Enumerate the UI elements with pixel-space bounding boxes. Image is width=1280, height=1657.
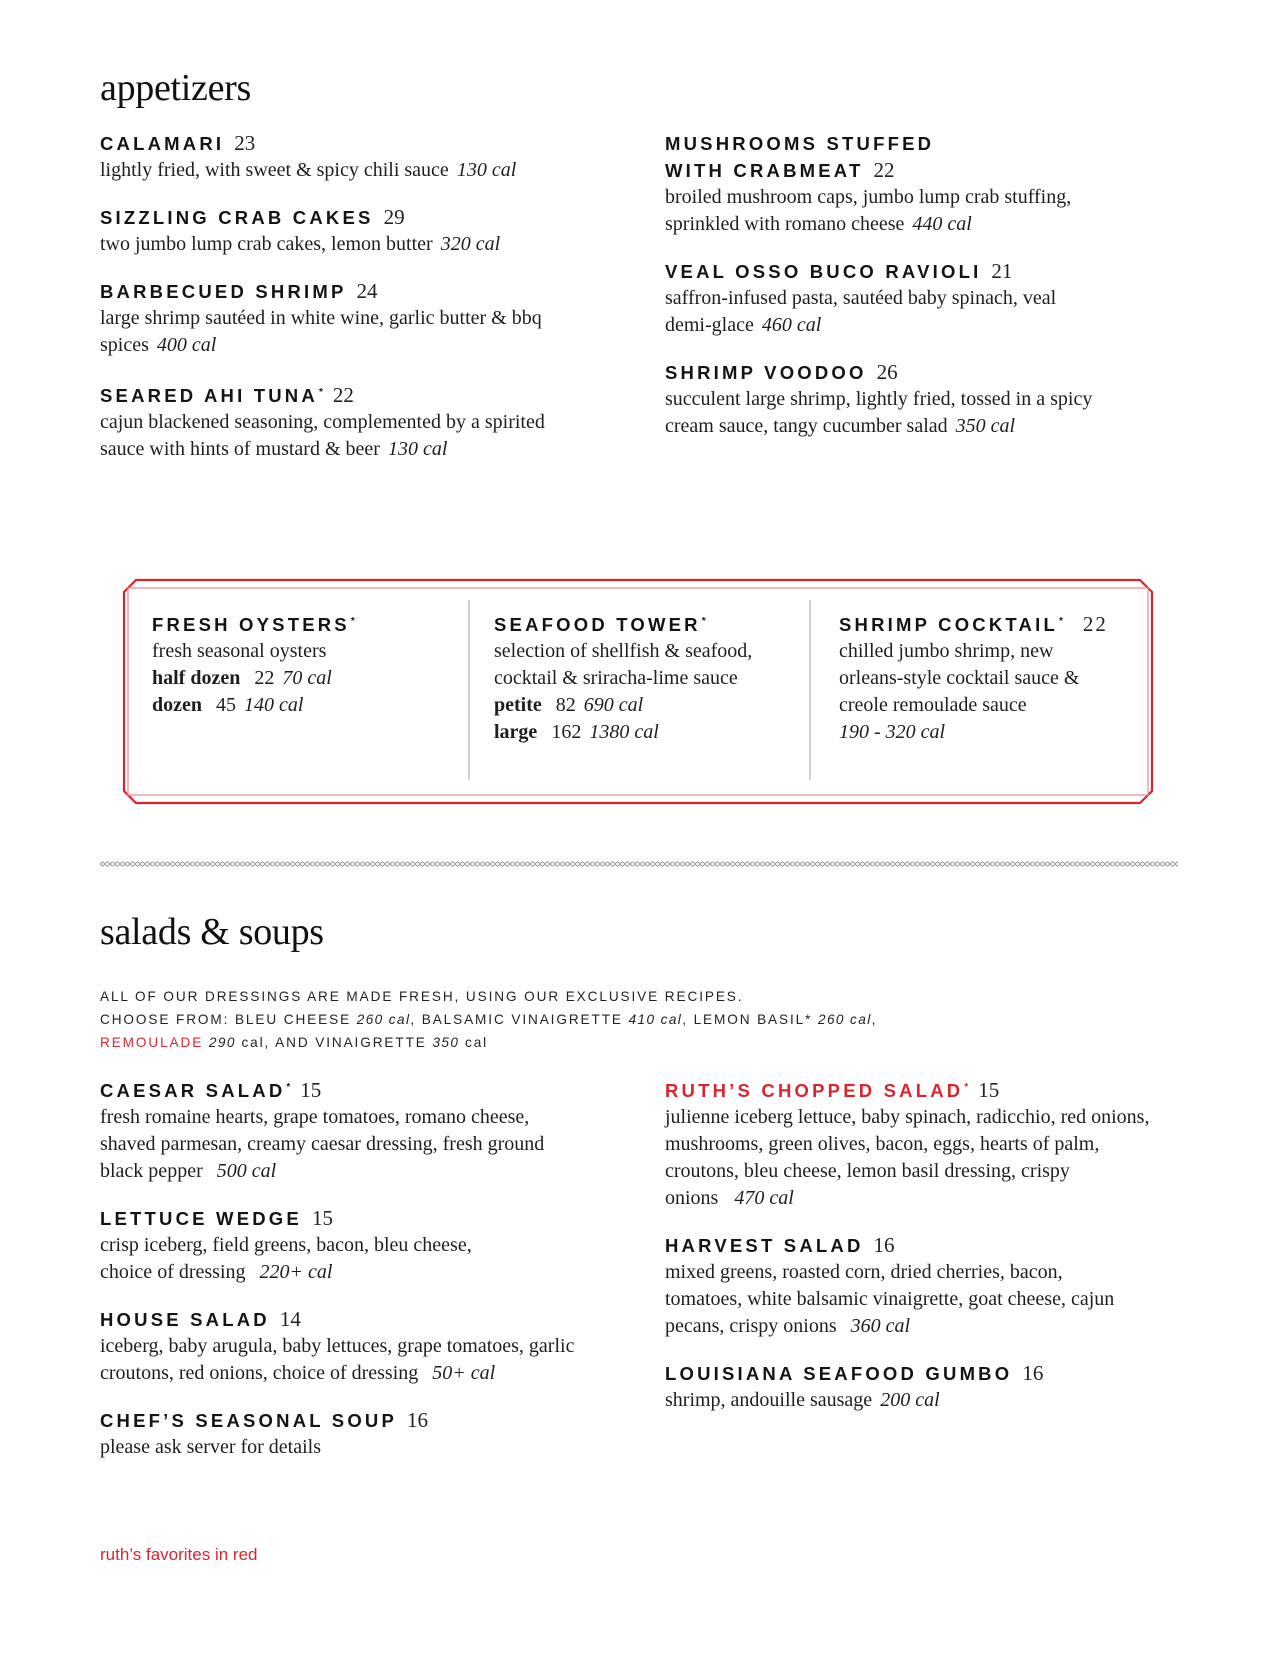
item-description: fresh seasonal oysters (152, 640, 327, 662)
section-title-salads-soups: salads & soups (100, 911, 324, 953)
item-price: 16 (1022, 1361, 1044, 1385)
item-name: SIZZLING CRAB CAKES (100, 207, 374, 228)
item-price: 22 (1082, 612, 1108, 636)
item-name: LOUISIANA SEAFOOD GUMBO (665, 1363, 1013, 1384)
item-name: CHEF’S SEASONAL SOUP (100, 1410, 398, 1431)
item-price: 26 (876, 360, 898, 384)
item-calories: 500 cal (216, 1160, 277, 1182)
item-name: VEAL OSSO BUCO RAVIOLI (665, 261, 982, 282)
size-row: petite 82 690 cal (494, 694, 644, 716)
item-name-favorite: RUTH’S CHOPPED SALAD (665, 1080, 964, 1101)
item-name: SEAFOOD TOWER (494, 614, 701, 635)
item-name: LETTUCE WEDGE (100, 1208, 302, 1229)
column-divider (809, 600, 811, 780)
item-description: shrimp, andouille sausage (665, 1389, 873, 1411)
raw-asterisk: * (286, 1082, 291, 1093)
raw-asterisk: * (318, 387, 323, 398)
item-price: 24 (356, 279, 378, 303)
size-row: dozen 45 140 cal (152, 694, 304, 716)
item-name: CALAMARI (100, 133, 225, 154)
column-divider (468, 600, 470, 780)
item-calories: 200 cal (880, 1389, 940, 1411)
chain-divider (100, 861, 1178, 867)
item-price: 14 (279, 1307, 301, 1331)
dressings-note-line2: CHOOSE FROM: BLEU CHEESE 260 cal, BALSAMIC VINAIGRETTE 410 cal, LEMON BASIL* 260 cal, (100, 1012, 878, 1027)
remoulade-favorite: REMOULADE (100, 1035, 204, 1050)
size-row: large 162 1380 cal (494, 721, 659, 743)
fresh-oysters (152, 608, 442, 719)
menu-item-calamari (100, 130, 570, 184)
item-name: SHRIMP VOODOO (665, 362, 867, 383)
item-calories: 470 cal (734, 1187, 794, 1209)
item-calories: 460 cal (761, 314, 822, 336)
item-calories: 50+ cal (432, 1362, 496, 1384)
item-description: please ask server for details (100, 1436, 322, 1458)
menu-item-louisiana-seafood-gumbo (665, 1360, 1175, 1414)
item-price: 16 (873, 1233, 895, 1257)
dressings-note-line1: ALL OF OUR DRESSINGS ARE MADE FRESH, USING OUR EXCLUSIVE RECIPES. (100, 989, 744, 1004)
item-name: SHRIMP COCKTAIL (839, 614, 1058, 635)
item-name: FRESH OYSTERS (152, 614, 350, 635)
item-description: large shrimp sautéed in white wine, garlic butter & bbq spices (100, 307, 542, 356)
dressings-note-line3: REMOULADE 290 cal, AND VINAIGRETTE 350 cal (100, 1035, 489, 1050)
favorites-legend: ruth’s favorites in red (100, 1545, 258, 1564)
item-description: cajun blackened seasoning, complemented by a spirited sauce with hints of mustard & beer (100, 411, 545, 460)
item-description: mixed greens, roasted corn, dried cherries, bacon, tomatoes, white balsamic vinaigrette, goat cheese, cajun pecans, crispy onions (665, 1261, 1115, 1337)
item-name: MUSHROOMS STUFFED WITH CRABMEAT (665, 133, 935, 181)
item-calories: 130 cal (456, 159, 517, 181)
menu-item-barbecued-shrimp (100, 278, 570, 359)
item-price: 22 (332, 383, 354, 407)
item-calories: 130 cal (387, 438, 448, 460)
item-price: 15 (978, 1078, 1000, 1102)
item-name: SEARED AHI TUNA (100, 385, 318, 406)
item-description: chilled jumbo shrimp, new orleans-style cocktail sauce & creole remoulade sauce (839, 640, 1080, 716)
item-price: 23 (234, 131, 256, 155)
section-title-appetizers: appetizers (100, 67, 252, 109)
item-description: selection of shellfish & seafood, cocktail & sriracha-lime sauce (494, 640, 753, 689)
item-price: 21 (991, 259, 1013, 283)
item-price: 22 (873, 158, 895, 182)
raw-asterisk: * (701, 616, 706, 627)
menu-item-mushrooms-stuffed (665, 130, 1135, 238)
raw-asterisk: * (964, 1082, 969, 1093)
dressings-note (100, 985, 877, 1054)
size-row: half dozen 22 70 cal (152, 667, 332, 689)
appetizers-left-column (100, 130, 570, 483)
item-calories: 320 cal (440, 233, 501, 255)
item-price: 29 (383, 205, 405, 229)
item-name: HOUSE SALAD (100, 1309, 270, 1330)
item-calories: 440 cal (912, 213, 972, 235)
item-name: HARVEST SALAD (665, 1235, 864, 1256)
item-name: BARBECUED SHRIMP (100, 281, 347, 302)
item-name: CAESAR SALAD (100, 1080, 286, 1101)
item-description: julienne iceberg lettuce, baby spinach, radicchio, red onions, mushrooms, green olives, bacon, eggs, hearts of palm, croutons, bleu cheese, lemon basil dressing, crispy onions (665, 1106, 1150, 1209)
item-calories: 350 cal (955, 415, 1016, 437)
menu-item-lettuce-wedge (100, 1205, 590, 1286)
raw-asterisk: * (350, 616, 355, 627)
item-description: saffron-infused pasta, sautéed baby spinach, veal demi-glace (665, 287, 1057, 336)
menu-item-house-salad (100, 1306, 590, 1387)
menu-item-ruths-chopped-salad (665, 1074, 1175, 1212)
shrimp-cocktail (839, 608, 1119, 746)
item-price: 15 (300, 1078, 322, 1102)
item-description: fresh romaine hearts, grape tomatoes, romano cheese, shaved parmesan, creamy caesar dressing, fresh ground black pepper (100, 1106, 545, 1182)
item-description: crisp iceberg, field greens, bacon, bleu cheese, choice of dressing (100, 1234, 472, 1283)
menu-item-veal-osso-buco-ravioli (665, 258, 1135, 339)
salads-left-column (100, 1074, 590, 1481)
menu-item-sizzling-crab-cakes (100, 204, 570, 258)
item-price: 16 (407, 1408, 429, 1432)
appetizers-right-column (665, 130, 1135, 460)
menu-item-shrimp-voodoo (665, 359, 1135, 440)
item-description: lightly fried, with sweet & spicy chili sauce (100, 159, 449, 181)
item-price: 15 (311, 1206, 333, 1230)
item-description: broiled mushroom caps, jumbo lump crab stuffing, sprinkled with romano cheese (665, 186, 1072, 235)
item-calories: 190 - 320 cal (839, 721, 946, 743)
menu-item-caesar-salad (100, 1074, 590, 1185)
salads-right-column (665, 1074, 1175, 1434)
menu-item-chefs-seasonal-soup (100, 1407, 590, 1461)
seafood-tower (494, 608, 794, 746)
menu-item-seared-ahi-tuna (100, 379, 570, 463)
item-description: iceberg, baby arugula, baby lettuces, grape tomatoes, garlic croutons, red onions, choice of dressing (100, 1335, 575, 1384)
item-description: two jumbo lump crab cakes, lemon butter (100, 233, 433, 255)
item-calories: 400 cal (156, 334, 217, 356)
item-calories: 360 cal (850, 1315, 911, 1337)
item-calories: 220+ cal (259, 1261, 333, 1283)
raw-bar-box (122, 578, 1154, 805)
menu-item-harvest-salad (665, 1232, 1175, 1340)
raw-asterisk: * (1058, 616, 1063, 627)
item-description: succulent large shrimp, lightly fried, tossed in a spicy cream sauce, tangy cucumber salad (665, 388, 1093, 437)
